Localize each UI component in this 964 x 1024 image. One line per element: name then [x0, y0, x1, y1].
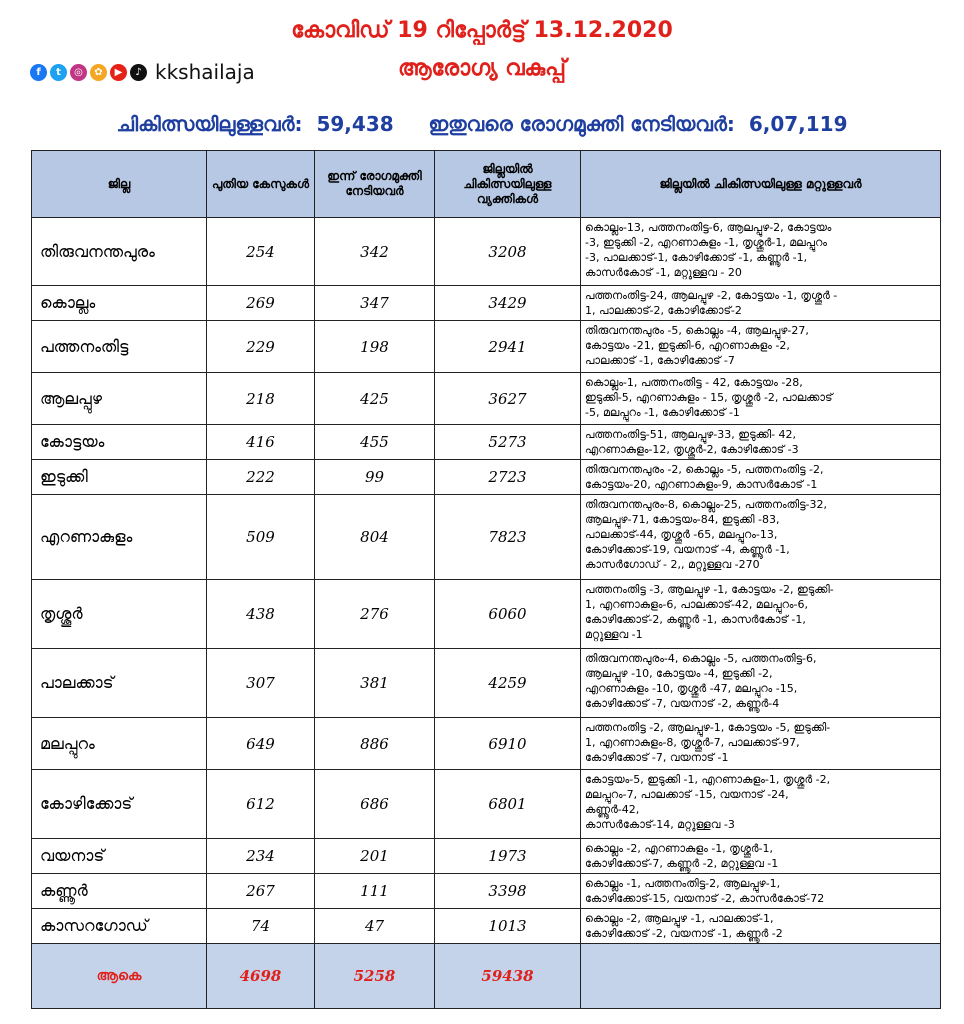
district-name: കോട്ടയം	[32, 425, 207, 460]
twitter-icon: t	[50, 64, 67, 81]
others-line: കാസർകോട് -1, മറ്റുള്ളവ - 20	[585, 266, 742, 279]
others-line: കൊല്ലം-13, പത്തനംതിട്ട-6, ആലപ്പുഴ-2, കോട്ടയം	[585, 221, 832, 234]
others-line: തിരുവനന്തപുരം-4, കൊല്ലം -5, പത്തനംതിട്ട-6,	[585, 652, 817, 665]
in-treatment-cell: 2723	[435, 460, 581, 495]
district-name: കൊല്ലം	[32, 286, 207, 321]
district-name: പാലക്കാട്	[32, 649, 207, 718]
others-cell	[581, 495, 941, 580]
summary-line	[0, 112, 964, 136]
in-treatment-cell: 5273	[435, 425, 581, 460]
others-line: മലപ്പുറം-7, പാലക്കാട് -15, വയനാട് -24,	[585, 788, 789, 801]
new-cases-cell: 307	[207, 649, 315, 718]
others-line: പാലക്കാട് -1, കോഴിക്കോട് -7	[585, 354, 735, 367]
others-line: പത്തനംതിട്ട-24, ആലപ്പുഴ -2, കോട്ടയം -1, തൃശ്ശൂർ -	[585, 289, 838, 302]
total-in-treatment: 59438	[435, 944, 581, 1009]
recovered-value: 6,07,119	[748, 112, 848, 136]
table-row	[32, 909, 941, 944]
new-cases-cell: 267	[207, 874, 315, 909]
header-recovered-today: ഇന്ന് രോഗമുക്തി നേടിയവർ	[315, 151, 435, 218]
snapchat-icon: ✿	[90, 64, 107, 81]
in-treatment-cell: 1973	[435, 839, 581, 874]
district-name: കാസറഗോഡ്	[32, 909, 207, 944]
in-treatment-cell: 3208	[435, 218, 581, 286]
district-name: തിരുവനന്തപുരം	[32, 218, 207, 286]
new-cases-cell: 229	[207, 321, 315, 373]
others-line: പത്തനംതിട്ട -2, ആലപ്പുഴ-1, കോട്ടയം -5, ഇടുക്കി-	[585, 721, 831, 734]
others-line: കാസർഗോഡ് - 2,, മറ്റുള്ളവ -270	[585, 558, 760, 571]
others-line: ആലപ്പുഴ-71, കോട്ടയം-84, ഇടുക്കി -83,	[585, 513, 780, 526]
others-line: ആലപ്പുഴ -10, കോട്ടയം -4, ഇടുക്കി -2,	[585, 667, 773, 680]
others-cell	[581, 321, 941, 373]
recovered-cell: 111	[315, 874, 435, 909]
in-treatment-cell: 6910	[435, 718, 581, 770]
new-cases-cell: 509	[207, 495, 315, 580]
tiktok-icon: ♪	[130, 64, 147, 81]
recovered-cell: 201	[315, 839, 435, 874]
table-row	[32, 718, 941, 770]
new-cases-cell: 234	[207, 839, 315, 874]
header-new-cases: പുതിയ കേസുകൾ	[207, 151, 315, 218]
district-name: മലപ്പുറം	[32, 718, 207, 770]
others-cell	[581, 425, 941, 460]
recovered-label: ഇതുവരെ രോഗമുക്തി നേടിയവർ:	[428, 112, 735, 136]
others-line: കോഴിക്കോട് -2, വയനാട് -1, കണ്ണൂർ -2	[585, 927, 783, 940]
in-treatment-cell: 3627	[435, 373, 581, 425]
table-row	[32, 874, 941, 909]
table-row	[32, 649, 941, 718]
others-line: കോഴിക്കോട്-2, കണ്ണൂർ -1, കാസർകോട് -1,	[585, 613, 806, 626]
others-line: ഇടുക്കി-5, എറണാകുളം - 15, തൃശ്ശൂർ -2, പാലക്കാട്	[585, 391, 833, 404]
table-row	[32, 321, 941, 373]
table-row	[32, 373, 941, 425]
total-others-empty	[581, 944, 941, 1009]
in-treatment-cell: 3429	[435, 286, 581, 321]
others-line: കോട്ടയം -21, ഇടുക്കി-6, എറണാകുളം -2,	[585, 339, 790, 352]
others-cell	[581, 218, 941, 286]
others-line: കൊല്ലം -1, പത്തനംതിട്ട-2, ആലപ്പുഴ-1,	[585, 877, 781, 890]
recovered-cell: 886	[315, 718, 435, 770]
others-cell	[581, 874, 941, 909]
social-handle: kkshailaja	[155, 60, 255, 84]
in-treatment-cell: 3398	[435, 874, 581, 909]
others-cell	[581, 839, 941, 874]
recovered-cell: 342	[315, 218, 435, 286]
district-name: ഇടുക്കി	[32, 460, 207, 495]
recovered-cell: 804	[315, 495, 435, 580]
others-line: തിരുവനന്തപുരം-8, കൊല്ലം-25, പത്തനംതിട്ട-32,	[585, 498, 828, 511]
under-treatment-label: ചികിത്സയിലുള്ളവർ:	[116, 112, 303, 136]
instagram-icon: ◎	[70, 64, 87, 81]
in-treatment-cell: 7823	[435, 495, 581, 580]
total-row	[32, 944, 941, 1009]
others-line: കാസർകോട്-14, മറ്റുള്ളവ -3	[585, 818, 735, 831]
table-row	[32, 218, 941, 286]
others-line: പത്തനംതിട്ട -3, ആലപ്പുഴ -1, കോട്ടയം -2, ഇടുക്കി-	[585, 583, 834, 596]
new-cases-cell: 254	[207, 218, 315, 286]
others-cell	[581, 286, 941, 321]
district-table	[31, 150, 941, 1009]
others-line: 1, എറണാകുളം-6, പാലക്കാട്-42, മലപ്പുറം-6,	[585, 598, 808, 611]
others-line: എറണാകുളം-12, തൃശ്ശൂർ-2, കോഴിക്കോട് -3	[585, 443, 799, 456]
others-line: കോഴിക്കോട്-19, വയനാട് -4, കണ്ണൂർ -1,	[585, 543, 790, 556]
others-line: കോഴിക്കോട്-7, കണ്ണൂർ -2, മറ്റുള്ളവ -1	[585, 857, 779, 870]
table-row	[32, 460, 941, 495]
table-row	[32, 580, 941, 649]
new-cases-cell: 218	[207, 373, 315, 425]
in-treatment-cell: 1013	[435, 909, 581, 944]
recovered-cell: 381	[315, 649, 435, 718]
table-row	[32, 286, 941, 321]
others-cell	[581, 770, 941, 839]
others-line: തിരുവനന്തപുരം -2, കൊല്ലം -5, പത്തനംതിട്ട -2,	[585, 463, 824, 476]
others-line: കോട്ടയം-5, ഇടുക്കി -1, എറണാകുളം-1, തൃശ്ശൂർ -2,	[585, 773, 831, 786]
others-cell	[581, 649, 941, 718]
others-line: -3, പാലക്കാട്-1, കോഴിക്കോട് -1, കണ്ണൂർ -1,	[585, 251, 808, 264]
others-line: തിരുവനന്തപുരം -5, കൊല്ലം -4, ആലപ്പുഴ-27,	[585, 324, 809, 337]
others-line: കണ്ണൂർ-42,	[585, 803, 640, 816]
others-line: കോഴിക്കോട് -7, വയനാട് -2, കണ്ണൂർ-4	[585, 697, 780, 710]
recovered-cell: 425	[315, 373, 435, 425]
recovered-cell: 198	[315, 321, 435, 373]
total-recovered: 5258	[315, 944, 435, 1009]
others-cell	[581, 909, 941, 944]
new-cases-cell: 269	[207, 286, 315, 321]
district-name: വയനാട്	[32, 839, 207, 874]
new-cases-cell: 612	[207, 770, 315, 839]
others-line: കോഴിക്കോട് -7, വയനാട് -1	[585, 751, 729, 764]
new-cases-cell: 649	[207, 718, 315, 770]
recovered-cell: 686	[315, 770, 435, 839]
others-cell	[581, 580, 941, 649]
others-line: കൊല്ലം -2, എറണാകുളം -1, തൃശ്ശൂർ-1,	[585, 842, 774, 855]
recovered-cell: 47	[315, 909, 435, 944]
others-line: കൊല്ലം -2, ആലപ്പുഴ -1, പാലക്കാട്-1,	[585, 912, 774, 925]
table-row	[32, 839, 941, 874]
department-subtitle: ആരോഗ്യ വകുപ്പ്	[398, 56, 566, 81]
facebook-icon: f	[30, 64, 47, 81]
district-name: എറണാകുളം	[32, 495, 207, 580]
recovered-cell: 347	[315, 286, 435, 321]
in-treatment-cell: 6801	[435, 770, 581, 839]
new-cases-cell: 438	[207, 580, 315, 649]
others-line: -5, മലപ്പുറം -1, കോഴിക്കോട് -1	[585, 406, 740, 419]
new-cases-cell: 222	[207, 460, 315, 495]
table-row	[32, 495, 941, 580]
recovered-cell: 455	[315, 425, 435, 460]
others-line: കോട്ടയം-20, എറണാകുളം-9, കാസർകോട് -1	[585, 478, 818, 491]
others-line: പത്തനംതിട്ട-51, ആലപ്പുഴ-33, ഇടുക്കി- 42,	[585, 428, 797, 441]
district-name: ആലപ്പുഴ	[32, 373, 207, 425]
others-line: എറണാകുളം -10, തൃശ്ശൂർ -47, മലപ്പുറം -15,	[585, 682, 798, 695]
recovered-cell: 276	[315, 580, 435, 649]
others-line: പാലക്കാട്-44, തൃശ്ശൂർ -65, മലപ്പുറം-13,	[585, 528, 778, 541]
youtube-icon: ▶	[110, 64, 127, 81]
district-name: തൃശ്ശൂർ	[32, 580, 207, 649]
table-row	[32, 770, 941, 839]
others-line: -3, ഇടുക്കി -2, എറണാകുളം -1, തൃശ്ശൂർ-1, മലപ്പുറം	[585, 236, 827, 249]
under-treatment-value: 59,438	[316, 112, 394, 136]
others-line: മറ്റുള്ളവ -1	[585, 628, 643, 641]
others-cell	[581, 373, 941, 425]
recovered-cell: 99	[315, 460, 435, 495]
others-line: കോഴിക്കോട്-15, വയനാട് -2, കാസർകോട്-72	[585, 892, 825, 905]
district-name: കോഴിക്കോട്	[32, 770, 207, 839]
header-in-treatment: ജില്ലയിൽ ചികിത്സയിലുള്ള വ്യക്തികൾ	[435, 151, 581, 218]
table-header-row	[32, 151, 941, 218]
social-handle-bar	[30, 60, 255, 84]
report-title: കോവിഡ് 19 റിപ്പോർട്ട് 13.12.2020	[291, 18, 673, 43]
others-line: 1, എറണാകുളം-8, തൃശ്ശൂർ-7, പാലക്കാട്-97,	[585, 736, 800, 749]
total-label: ആകെ	[32, 944, 207, 1009]
header-district: ജില്ല	[32, 151, 207, 218]
table-row	[32, 425, 941, 460]
new-cases-cell: 416	[207, 425, 315, 460]
new-cases-cell: 74	[207, 909, 315, 944]
others-line: കൊല്ലം-1, പത്തനംതിട്ട - 42, കോട്ടയം -28,	[585, 376, 803, 389]
in-treatment-cell: 6060	[435, 580, 581, 649]
district-name: പത്തനംതിട്ട	[32, 321, 207, 373]
in-treatment-cell: 4259	[435, 649, 581, 718]
in-treatment-cell: 2941	[435, 321, 581, 373]
total-new-cases: 4698	[207, 944, 315, 1009]
district-name: കണ്ണൂർ	[32, 874, 207, 909]
others-cell	[581, 460, 941, 495]
others-cell	[581, 718, 941, 770]
others-line: 1, പാലക്കാട്-2, കോഴിക്കോട്-2	[585, 304, 742, 317]
header-others: ജില്ലയിൽ ചികിത്സയിലുള്ള മറ്റുള്ളവർ	[581, 151, 941, 218]
